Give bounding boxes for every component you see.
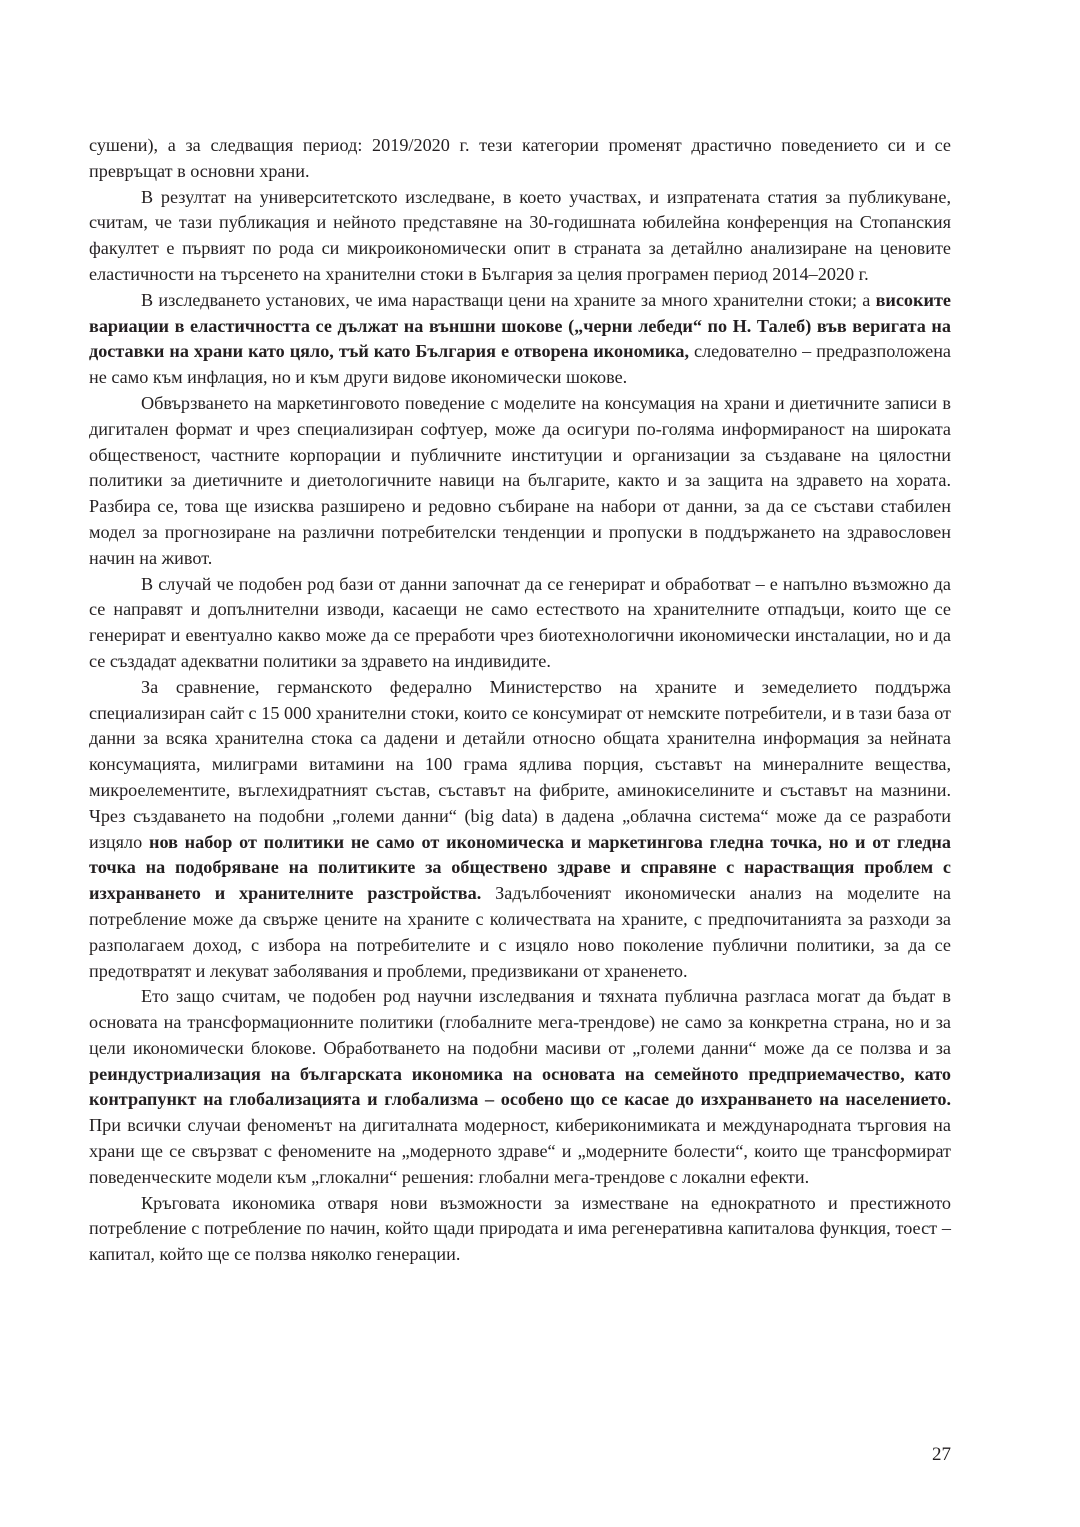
paragraph: [89, 288, 951, 391]
text-span: следователно – предразположена не само към инфлация, но и към други видове икономически шокове.: [89, 341, 951, 388]
text-span: Обвързването на маркетинговото поведение с моделите на консумация на храни и диетичните записи в дигитален формат и чрез специализиран софтуер, може да осигури по-голяма информираност на широката общественост, частните корпорации и публичните институции и организации за създаване на цялостни политики за диетичните и диетологичните навици на българите, както и за защита на здравето на хората. Разбира се, това ще изисква разширено и редовно събиране на набори от данни, за да се състави стабилен модел за прогнозиране на различни потребителски тенденции и пропуски в поддържането на здравословен начин на живот.: [89, 392, 951, 568]
page-number: 27: [932, 1444, 951, 1465]
text-span: Ето защо считам, че подобен род научни изследвания и тяхната публична разгласа могат да бъдат в основата на трансформационните политики (глобалните мега-трендове) не само за конкретна страна, но и за цели икономически блокове. Обработването на подобни масиви от „големи данни“ може да се ползва и за: [89, 986, 951, 1058]
text-span: В изследването установих, че има нарастващи цени на храните за много хранителни стоки; а: [141, 289, 876, 310]
paragraph: [89, 133, 951, 185]
text-span: За сравнение, германското федерално Министерство на храните и земеделието поддържа специализиран сайт с 15 000 хранителни стоки, които се консумират от немските потребители, и в тази база от данни за всяка хранителна стока са дадени и детайли относно общата хранителна информация за нейната консумацията, милиграми витамини на 100 грама ядлива порция, съставът на минералните вещества, микроелементите, въглехидратният състав, съставът на фибрите, аминокиселините и съставът на мазнини. Чрез създаването на подобни „големи данни“ (big data) в дадена „облачна система“ може да се разработи изцяло: [89, 676, 951, 852]
body-text: [89, 133, 951, 1268]
bold-text: нов набор от политики не само от икономическа и маркетингова гледна точка, но и от гледна точка на подобряване на политиките за обществено здраве и справяне с нарастващия проблем с изхранването и хранителните разстройства.: [89, 831, 951, 904]
paragraph: [89, 185, 951, 288]
paragraph: [89, 984, 951, 1190]
text-span: Задълбоченият икономически анализ на моделите на потребление може да свърже цените на храните с количествата на храните, с предпочитанията за разходи за разполагаем доход, с избора на потребителите и с изцяло ново поколение публични политики, за да се предотвратят и лекуват заболявания и проблеми, предизвикани от храненето.: [89, 883, 951, 981]
text-span: Кръговата икономика отваря нови възможности за изместване на еднократното и престижното потребление с потребление по начин, който щади природата и има регенеративна капиталова функция, тоест – капитал, който ще се ползва няколко генерации.: [89, 1192, 951, 1265]
text-span: В случай че подобен род бази от данни започнат да се генерират и обработват – е напълно възможно да се направят и допълнителни изводи, касаещи не само естеството на хранителните отпадъци, които ще се генерират и евентуално какво може да се преработи чрез биотехнологични икономически инсталации, но и да се създадат адекватни политики за здравето на индивидите.: [89, 573, 951, 671]
paragraph: [89, 391, 951, 572]
bold-text: реиндустриализация на българската икономика на основата на семейното предприемачество, като контрапункт на глобализацията и глобализма – особено що се касае до изхранването на населението.: [89, 1063, 951, 1110]
text-span: В резултат на университетското изследване, в което участвах, и изпратената статия за публикуване, считам, че тази публикация и нейното представяне на 30-годишната юбилейна конференция на Стопанския факултет е първият по рода си микроикономически опит в страната за детайлно анализиране на ценовите еластичности на търсенето на хранителни стоки в България за целия програмен период 2014–2020 г.: [89, 186, 951, 284]
paragraph: [89, 572, 951, 675]
paragraph: [89, 1191, 951, 1268]
bold-text: високите вариации в еластичността се дължат на външни шокове („черни лебеди“ по Н. Талеб) във веригата на доставки на храни като цяло, тъй като България е отворена икономика,: [89, 289, 951, 362]
text-span: сушени), а за следващия период: 2019/2020 г. тези категории променят драстично поведението си и се превръщат в основни храни.: [89, 135, 951, 181]
text-span: При всички случаи феноменът на дигиталната модерност, кибериконимиката и международната търговия на храни ще се свързват с феномените на „модерното здраве“ и „модерните болести“, които ще трансформират поведенческите модели към „глокални“ решения: глобални мега-трендове с локални ефекти.: [89, 1115, 951, 1187]
paragraph: [89, 675, 951, 985]
